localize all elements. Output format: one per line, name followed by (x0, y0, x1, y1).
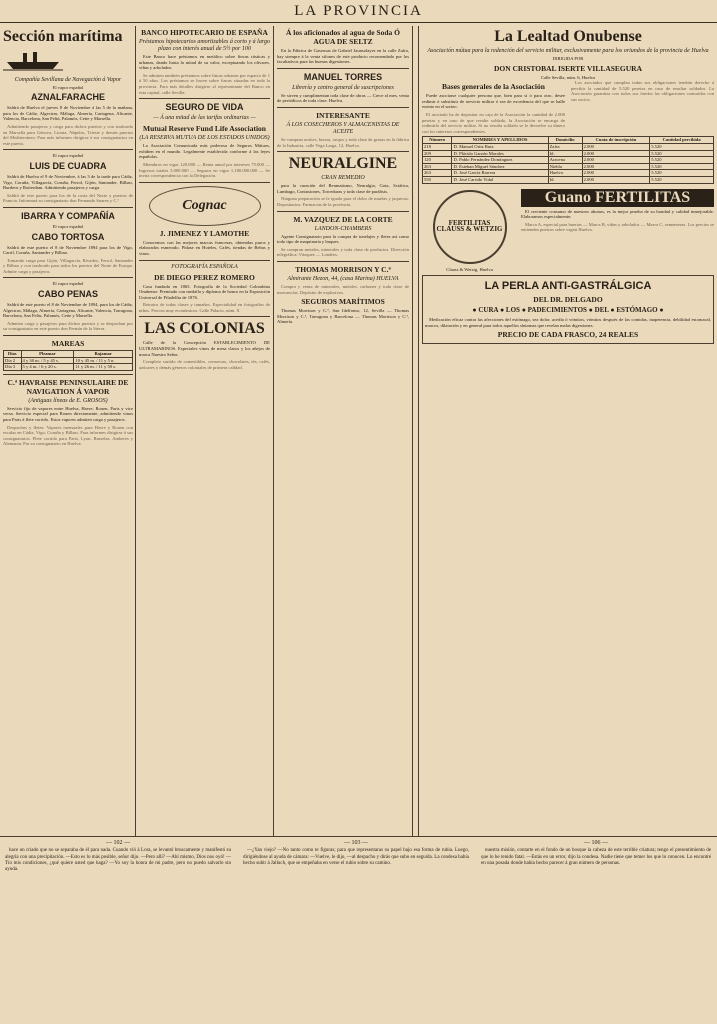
table-cell: D. Pablo Fernández Domínguez (452, 157, 548, 164)
table-header: Número (423, 137, 452, 144)
guano-title: Guano FERTILITAS (521, 189, 714, 207)
table-cell: 4 y 30 m. / 5 y 45 s. (21, 357, 74, 364)
table-cell: 5.520 (650, 143, 714, 150)
ship-name: LUIS DE CUADRA (29, 160, 107, 171)
filler-text: Tomando carga para Gijón, Villagarcía, Rivadeo, Ferrol, Santander y Bilbao y con trasbordo para todos los puertos del Norte de Europa. Admite carga y pasajeros. (3, 257, 133, 274)
company-name: Compañía Sevillana de Navegación á Vapor (14, 76, 122, 83)
table-row (423, 163, 714, 170)
column-rule (273, 26, 274, 836)
filler-text: Miembros en vigor 120.000 — Renta anual por intereses 75.000 — Ingresos totales 3.000.000 — Seguros en vigor 1.180.000.000 — Se invita correspondencia con la Delegación. (139, 161, 270, 179)
filler-text: Retratos de todas clases y tamaños. Especialidad en fotografías de niños. Precios muy económicos. Calle Palacio, núm. 8. (139, 302, 270, 313)
newspaper-title: LA PROVINCIA (294, 3, 423, 19)
vazquez-subtitle: LANDON-CHAMBERS (314, 225, 372, 232)
colonias-title: LAS COLONIAS (144, 320, 265, 338)
masthead (0, 0, 717, 23)
filler-text: Se compran aceites, borras, orujos y toda clase de grasas en la fábrica de la Industria, calle Vega Larga, 12, Huelva. (277, 136, 409, 148)
vapor-label: El vapor español (52, 281, 84, 287)
column-rule (418, 26, 419, 836)
serial-text: —¿Yan viejo? —No tanto como te figuras; para que representaras su papel bajo esa forma de rubia. Luego, dirigiéndose al ayuda de cámara: —Vuelve, le dijo, —al despacho y dirás que subo en seguida. La condesa había hecho subir á Jalluch, que se empeñaba en verse el rubio sobre su camino. (243, 848, 469, 866)
table-cell: 209 (423, 150, 452, 157)
table-cell: 550 (423, 176, 452, 183)
table-cell: 2.000 (582, 163, 650, 170)
bases-title: Bases generales de la Asociación (442, 82, 545, 92)
table-cell: 5 y 4 m. / 6 y 20 s. (21, 364, 74, 371)
filler-text: Admitiendo pasajeros y carga para dichos puertos y con trasbordo en Marsella para Génova, Liorna, Nápoles, Trieste y demás puertos del Mediterráneo. Para más informes dirigirse á sus consignatarios en este puerto. (3, 123, 133, 146)
table-row (423, 170, 714, 177)
neuralgine-title: NEURALGINE (288, 155, 398, 173)
fertilitas-seal (433, 190, 507, 264)
cognac-logo-text: Cognac (182, 197, 227, 213)
filler-text: Completo surtido de comestibles, conservas, chocolates, tés, cafés, azúcares y demás géneros coloniales de primera calidad. (139, 359, 270, 370)
table-cell: Niebla (548, 163, 582, 170)
advertisements-column-3 (277, 26, 409, 836)
table-row (423, 176, 714, 183)
serial-text: nuestra misión, contarte en el fondo de un bosque la cabeza de este terrible criatura; tengo el presentimiento de que lo he tenido fatal. —Estás en un error, dijo la condesa. Nadie tiene que temer los que lo conocen. Lo encontré en una posada donde había hecho parecer á gran número de personas. (481, 848, 711, 866)
table-cell: 263 (423, 170, 452, 177)
page-number: — 102 — (106, 840, 130, 846)
page-number: — 103 — (344, 840, 368, 846)
divider (139, 316, 270, 317)
table-row (4, 364, 133, 371)
interesante-subtitle: Á LOS COSECHEROS Y ALMACENISTAS DE ACEITE (286, 121, 400, 135)
bases-notice: Puede asociarse cualquier persona que, bien para sí ó para otro, desee redimir ó substituir de servicio militar ó sea de excedencia del que se halle exento en el sorteo. (422, 93, 565, 110)
tides-title: MAREAS (51, 339, 85, 349)
steamship-icon (3, 50, 63, 72)
table-cell: 5.520 (650, 163, 714, 170)
page-number: — 106 — (584, 840, 608, 846)
divider (277, 211, 409, 212)
table-header: NOMBRES Y APELLIDOS (452, 137, 548, 144)
lealtad-subtitle: Asociación mútua para la redención del servicio militar, exclusivamente para los oriundos de la provincia de Huelva (427, 48, 709, 54)
table-header: Bajamar (74, 351, 133, 358)
divider (139, 260, 270, 261)
members-table (422, 136, 714, 183)
soda-notice: En la Fábrica de Gaseosas de Gabriel Jaunsolayes en la calle Zafra, hay siempre á la venta sifones de este producto recomendado por los facultativos para las buenas digestiones. (277, 48, 409, 65)
cognac-notice: Conocemos con las mejores marcas francesas, obtenidas puros y elaborados esmerado. Pídase en Hoteles, Cafés, tiendas de Bebas y vinos. (139, 239, 270, 256)
table-header: Cuota de inscripción (582, 137, 650, 144)
serial-page-102 (5, 840, 231, 1024)
perla-ad (422, 275, 714, 344)
filler-text: Compra y venta de minerales, metales, carbones y toda clase de mercancías. Depósito de explosivos. (277, 283, 409, 295)
divider (277, 151, 409, 152)
column-rule (412, 26, 413, 836)
mutual-title: Mutual Reserve Fund Life Association (143, 124, 266, 134)
divider (3, 277, 133, 278)
filler-text: Los asociados que cumplan todas sus obligaciones tendrán derecho á percibir la cantidad de 5.520 pesetas en caso de resultar soldados. La Asociación garantiza con todos sus fondos las obligaciones contraídas con sus socios. (571, 80, 714, 102)
torres-notice: Se sirven y cumplimentan toda clase de obras — Crece al mes, venta de periódicos de toda clase. Huelva. (277, 92, 409, 104)
table-cell: Día 3 (4, 364, 22, 371)
ship-name: CABO PENAS (37, 289, 98, 300)
divider (139, 182, 270, 183)
perla-line: ● CURA ● LOS ● PADECIMIENTOS ● DEL ● ESTÓMAGO ● (472, 306, 664, 315)
vazquez-notice: Agente Consignatario para la compra de tonelajes y fletes así como todo tipo de maquinaria y buques. (277, 233, 409, 245)
table-cell: Aracena (548, 157, 582, 164)
table-cell: 2.000 (582, 143, 650, 150)
section-title: Sección marítima (3, 28, 123, 45)
filler-text: Ninguna preparación se le iguala para el dolor de muelas y jaquecas. Depositarios: Farmacias de la provincia. (277, 196, 409, 207)
guano-notice: El creciente consumo de nuestros abonos, es la mejor prueba de su bondad y calidad inmejorable. Elaboramos especialmente: (521, 208, 714, 220)
filler-text: Admiten carga y pasajeros para dichos puertos y se despachan por su consignatario en este puerto don Fermín de la Sierra. (3, 320, 133, 332)
table-row (423, 150, 714, 157)
table-cell: Día 2 (4, 357, 22, 364)
table-cell: 2.000 (582, 170, 650, 177)
ship-notice: Saldrá de este puerto el 8 de Noviembre de 1894, para los de Cádiz, Algeciras, Málaga, Almería, Cartagena, Alicante, Valencia, Tarragona, Barcelona, San Feliu, Palamós, Cette y Marsella. (3, 302, 133, 319)
photo-notice: Casa fundada en 1865. Fotografía de la Sociedad Colombina Onubense. Premiado con medalla y diploma de honor en la Exposición Universal de Filadelfia de 1876. (139, 283, 270, 300)
ship-notice: Saldrá de este puerto el 8 de Noviembre 1894 para los de Vigo, Carril, Coruña, Santander y Bilbao. (3, 244, 133, 256)
seal-caption: Clauss & Wetzig, Huelva (446, 266, 493, 272)
table-cell: D. José Carrido Vidal (452, 176, 548, 183)
table-row (423, 143, 714, 150)
photo-title: FOTOGRAFÍA ESPAÑOLA (171, 263, 238, 270)
divider (277, 261, 409, 262)
insurance-title: SEGURO DE VIDA (165, 102, 244, 113)
column-rule (135, 26, 136, 836)
torres-subtitle: Librería y centro general de suscripciones (292, 84, 394, 91)
divider (3, 207, 133, 208)
divider (3, 335, 133, 336)
filler-text: Marca A, especial para huertas — Marca B, viñas y arbolados — Marca C, sementeras. Los precios se entienden puestos sobre vagón Huelva. (521, 221, 714, 233)
divider (277, 68, 409, 69)
neuralgine-subtitle: CRAN REMEDIO (321, 175, 365, 182)
table-cell: D. Plácido Garzón Morales (452, 150, 548, 157)
divider (0, 836, 717, 837)
maritime-section (3, 26, 133, 836)
lealtad-title: La Lealtad Onubense (494, 28, 642, 45)
director-label: DIRIGIDA POR (552, 56, 584, 61)
bank-notice: Este Banco hace préstamos en metálico sobre fincas rústicas y urbanas, dando hasta la mitad de su valor, exceptuando los olivares, viñas y arbolados. (139, 54, 270, 71)
vapor-label: El vapor español (52, 153, 84, 159)
ship-name: AZNALFARACHE (31, 92, 105, 103)
perla-subtitle: DEL DR. DELGADO (533, 295, 603, 305)
interesante-title: INTERESANTE (316, 110, 370, 120)
fertilitas-seal-block (422, 187, 517, 273)
ship-notice: Saldrá de Huelva el jueves 8 de Noviembre á las 5 de la mañana, para los de Cádiz, Algeciras, Málaga, Almería, Cartagena, Alicante, Valencia, Barcelona, San Feliú, Palamós, Cette y Marsella. (3, 105, 133, 122)
soda-title: Á los aficionados al agua de Soda Ó AGUA DE SELTZ (286, 28, 400, 46)
serial-page-106 (481, 840, 711, 1024)
table-cell: 5.520 (650, 157, 714, 164)
ship-notice: Saldrá de Huelva el 9 de Noviembre, á las 3 de la tarde para Cádiz, Vigo, Coruña, Villagarcía, Coruña, Ferrol, Gijón, Santander, Bilbao, Burdeos y Rotterdam. Admitiendo pasajeros y carga. (3, 173, 133, 191)
seal-text: FERTILITAS CLAUSS & WETZIG (436, 218, 503, 233)
torres-title: MANUEL TORRES (303, 71, 383, 82)
table-cell: 5.520 (650, 176, 714, 183)
vapor-label: El vapor español (52, 223, 84, 229)
photo-name: DE DIEGO PEREZ ROMERO (154, 272, 255, 282)
insurance-subtitle: — Á una mitad de las tarifas ordinarias — (153, 115, 256, 122)
table-cell: 218 (423, 143, 452, 150)
table-cell: 5.520 (650, 170, 714, 177)
divider (277, 107, 409, 108)
tides-table (3, 350, 133, 371)
vazquez-title: M. VAZQUEZ DE LA CORTE (293, 214, 393, 224)
table-cell: D. Esteban Miguel Sánchez (452, 163, 548, 170)
filler-text: Despachos y fletes: Vapores mensuales para Havre y Rouen con escalas en Cádiz, Vigo, Coruña y Bilbao. Para informes dirigirse á sus consignatarios. Flete corrido para Paris, Lyon, Bruselas, Amberes y Alemania. Por su consignatario en Huelva. (3, 424, 133, 447)
mutual-subtitle: (LA RESERVA MUTUA DE LOS ESTADOS UNIDOS) (139, 135, 270, 142)
table-cell: 263 (423, 163, 452, 170)
table-cell: 120 (423, 157, 452, 164)
seguros-notice: Thomas Morrison y C.ª, San Idelfonso, 12, Sevilla — Thomas Morrison y C.ª, Tarragona y Barcelona — Thomas Morrison y C.ª, Almería. (277, 308, 409, 325)
director-name: DON CRISTOBAL ISERTE VILLASEGURA (493, 63, 643, 73)
cognac-brand: J. JIMENEZ Y LAMOTHE (159, 228, 250, 238)
table-cell: Id. (548, 176, 582, 183)
table-cell: 11 y 26 m. / 11 y 50 s. (74, 364, 133, 371)
serial-text: hace un criado que no se separaba de él para nada. Cuando vió á Lora, se levantó bruscamente y manifestó su alegría con una precipitación. —Esto es lo más posible, señor dijo. —Pero allí? —Ahí mismo, Dios nos oyó! —Tío mis condiciones, ¿qué quiere usted que haga? —Yo soy la honra de mi padre, pero no puedo salvarlo sin ayuda. (5, 848, 231, 873)
colonias-notice: Calle de la Concepción ESTABLECIMIENTO DE ULTRAMARINOS. Especiales vinos de mesa claros y los añejos de marca Nuestro Señor. (139, 340, 270, 357)
bank-title: BANCO HIPOTECARIO DE ESPAÑA (141, 28, 268, 37)
seguros-title: SEGUROS MARÍTIMOS (301, 297, 385, 307)
company-title: C.ª HAVRAISE PENINSULAIRE DE NAVIGATION Á VAPOR (7, 377, 129, 396)
table-cell: Id. (548, 150, 582, 157)
table-row (4, 357, 133, 364)
table-cell: 2.000 (582, 157, 650, 164)
table-header: Días (4, 351, 22, 358)
divider (139, 98, 270, 99)
table-cell: Zafra (548, 143, 582, 150)
cognac-logo (149, 186, 261, 226)
table-header: Domicilio (548, 137, 582, 144)
morrison-title: THOMAS MORRISON Y C.ª (295, 264, 391, 274)
perla-title: LA PERLA ANTI-GASTRÁLGICA (484, 280, 652, 293)
table-cell: 5.520 (650, 150, 714, 157)
advertisements-column-4 (422, 26, 714, 836)
table-cell: 2.000 (582, 150, 650, 157)
mutual-notice: La Asociación Comunicada más poderosa de Seguros Mútuos, exhiben en el mundo. Legalmente establecida conforme á las leyes españolas. (139, 143, 270, 160)
filler-text: Se compran metales, minerales y toda clase de productos. Dirección telegráfica: Vázquez — Londres. (277, 246, 409, 258)
morrison-subtitle: Almirante Hezon, 44, (casa Marina) HUELVA (287, 275, 399, 282)
divider (3, 374, 133, 375)
table-cell: Huelva (548, 170, 582, 177)
table-header: Pleamar (21, 351, 74, 358)
agency-name: IBARRA Y COMPAÑÍA (21, 210, 115, 221)
serial-page-103 (243, 840, 469, 1024)
company-notice: Servicio fijo de vapores entre Huelva, Havre, Rouen, Paris y vice versa. Servicio especial para Rouen directamente, admitiendo vinos para Paris á flete corrido. Estos vapores admiten carga y pasajeros. (3, 405, 133, 422)
table-cell: D. Manuel Ortiz Ruiz (452, 143, 548, 150)
perla-notice: Medicación eficaz contra las afecciones del estómago, sea dolor, acedía ó vómitos, vómitos después de las comidas, inapetencia, debilidad estomacal, marcos, dilatación y en general para todos aquellos síntomas que revelan malas digestiones. (425, 317, 711, 328)
neuralgine-notice: para la curación del Reumatismo, Neuralgia, Gota, Sciática, Lumbago, Contusiones, Torceduras y toda clase de parálisis. (277, 183, 409, 194)
lealtad-address: Calle Sevilla, núm. 6, Huelva (540, 74, 596, 80)
company-subtitle: (Antiguas líneas de E. GROSOS) (28, 397, 108, 404)
ship-name: CABO TORTOSA (31, 231, 105, 242)
table-row (423, 157, 714, 164)
bank-subtitle: Préstamos hipotecarios amortizables á corto y á largo plazo con interés anual de 5½ por 100 (139, 39, 270, 52)
table-header: Cantidad percibida (650, 137, 714, 144)
advertisements-column-2 (139, 26, 270, 836)
table-cell: D. José García Barrera (452, 170, 548, 177)
filler-text: Se admiten también préstamos sobre fincas urbanas por espacio de 1 á 50 años. Los préstamos se hacen sobre fincas situadas en toda la provincia. Para más detalles dirigirse al representante del Banco en esta capital, calle Sevilla. (139, 72, 270, 95)
table-cell: 10 y 45 m. / 11 y 5 n. (74, 357, 133, 364)
filler-text: Saldrá de este puerto para los de la costa del Norte y puertos de Francia. Informará su consignatario don Fernando Suarez y C.ª (3, 192, 133, 204)
filler-text: El asociado ha de depositar en caja de la Asociación la cantidad de 2.000 pesetas y en caso de que resulte soldado, la Asociación se encarga de redimirlo del servicio militar. Si no resulta soldado se le devuelve su dinero con los intereses correspondientes. (422, 111, 565, 134)
perla-price: PRECIO DE CADA FRASCO, 24 REALES (497, 330, 639, 340)
divider (3, 149, 133, 150)
table-cell: 2.000 (582, 176, 650, 183)
vapor-label: El vapor español (52, 84, 84, 90)
